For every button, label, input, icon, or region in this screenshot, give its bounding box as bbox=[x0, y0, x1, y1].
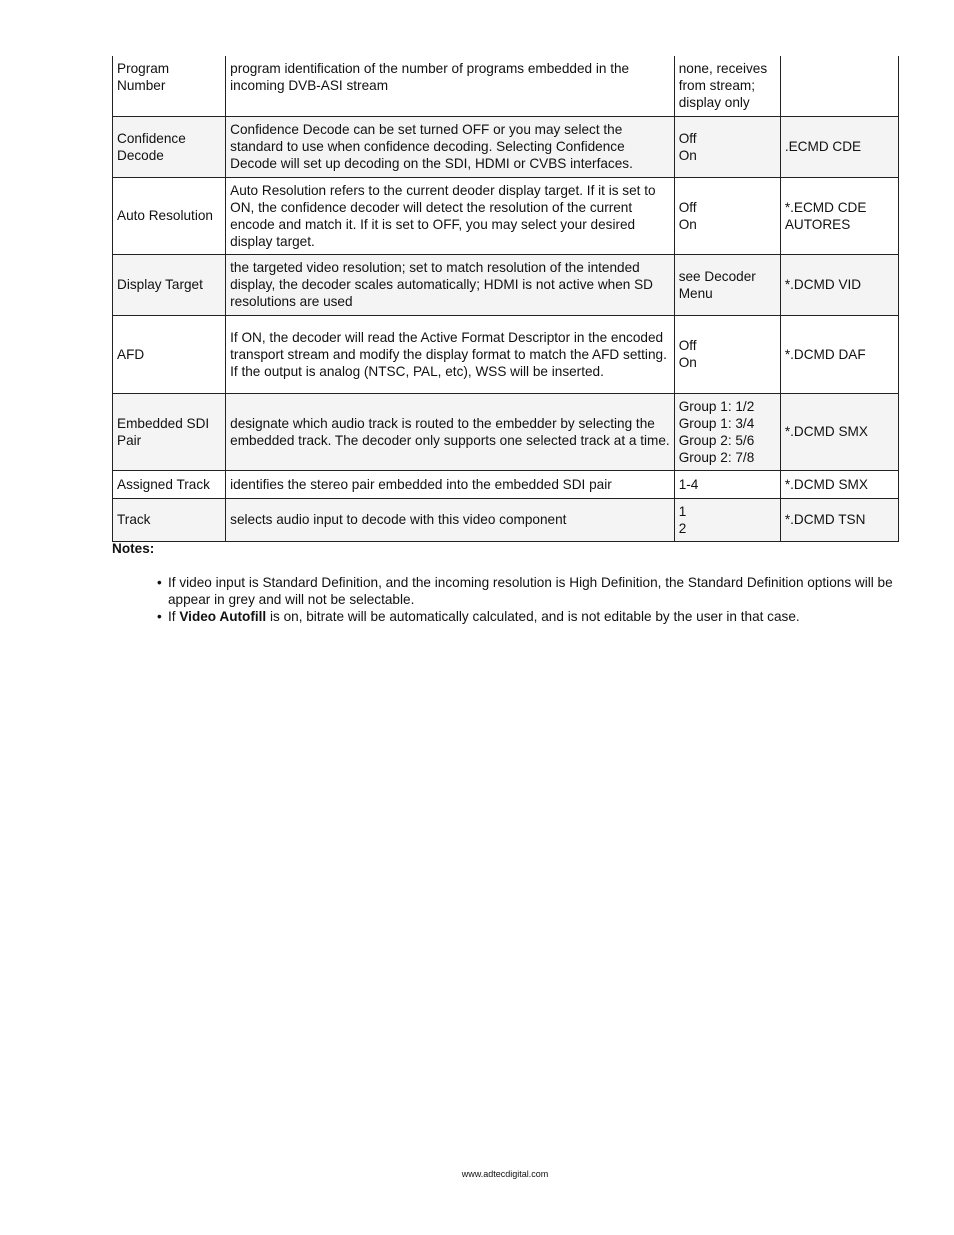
row-description: identifies the stereo pair embedded into the embedded SDI pair bbox=[226, 470, 675, 498]
row-range: see Decoder Menu bbox=[674, 254, 780, 315]
table-row bbox=[113, 177, 899, 254]
note-text: If video input is Standard Definition, and the incoming resolution is High Definition, the Standard Definition options will be appear in grey and will not be selectable. bbox=[168, 575, 893, 607]
notes-list bbox=[112, 574, 902, 625]
row-command: *.DCMD VID bbox=[780, 254, 898, 315]
row-description: Confidence Decode can be set turned OFF or you may select the standard to use when confidence decoding. Selecting Confidence Decode will set up decoding on the SDI, HDMI or CVBS interfaces. bbox=[226, 116, 675, 177]
table-row bbox=[113, 116, 899, 177]
table-row bbox=[113, 393, 899, 470]
row-description: Auto Resolution refers to the current deoder display target. If it is set to ON, the confidence decoder will detect the resolution of the current encode and match it. If it is set to OFF, you may select your desired display target. bbox=[226, 177, 675, 254]
notes-section bbox=[112, 540, 902, 625]
notes-title: Notes: bbox=[112, 541, 155, 556]
row-name: Embedded SDI Pair bbox=[113, 393, 226, 470]
list-item bbox=[157, 608, 902, 625]
row-command: *.DCMD SMX bbox=[780, 470, 898, 498]
row-description: selects audio input to decode with this video component bbox=[226, 498, 675, 541]
note-text-suffix: is on, bitrate will be automatically calculated, and is not editable by the user in that case. bbox=[266, 609, 800, 624]
row-name: Confidence Decode bbox=[113, 116, 226, 177]
row-range: Group 1: 1/2 Group 1: 3/4 Group 2: 5/6 Group 2: 7/8 bbox=[674, 393, 780, 470]
bullet-icon: • bbox=[157, 609, 162, 624]
row-name: AFD bbox=[113, 315, 226, 393]
row-range: 1-4 bbox=[674, 470, 780, 498]
row-range: 1 2 bbox=[674, 498, 780, 541]
row-command bbox=[780, 56, 898, 116]
row-name: Assigned Track bbox=[113, 470, 226, 498]
table-row bbox=[113, 315, 899, 393]
note-text-prefix: If bbox=[168, 609, 180, 624]
row-command: .ECMD CDE bbox=[780, 116, 898, 177]
table-row bbox=[113, 56, 899, 116]
row-description: designate which audio track is routed to the embedder by selecting the embedded track. The decoder only supports one selected track at a time. bbox=[226, 393, 675, 470]
row-range: Off On bbox=[674, 177, 780, 254]
row-range: Off On bbox=[674, 116, 780, 177]
settings-table bbox=[112, 56, 899, 542]
row-name: Auto Resolution bbox=[113, 177, 226, 254]
footer-url: www.adtecdigital.com bbox=[461, 1169, 549, 1179]
table-row bbox=[113, 254, 899, 315]
table-row bbox=[113, 498, 899, 541]
list-item bbox=[157, 574, 902, 608]
row-command: *.DCMD TSN bbox=[780, 498, 898, 541]
bullet-icon: • bbox=[157, 575, 162, 590]
row-command: *.DCMD SMX bbox=[780, 393, 898, 470]
row-range: Off On bbox=[674, 315, 780, 393]
row-name: Track bbox=[113, 498, 226, 541]
row-name: Display Target bbox=[113, 254, 226, 315]
row-name: Program Number bbox=[113, 56, 226, 116]
row-command: *.ECMD CDE AUTORES bbox=[780, 177, 898, 254]
row-description: If ON, the decoder will read the Active Format Descriptor in the encoded transport stream and modify the display format to match the AFD setting. If the output is analog (NTSC, PAL, etc), WSS will be inserted. bbox=[226, 315, 675, 393]
row-range: none, receives from stream; display only bbox=[674, 56, 780, 116]
row-description: program identification of the number of programs embedded in the incoming DVB-ASI stream bbox=[226, 56, 675, 116]
table-row bbox=[113, 470, 899, 498]
note-text-bold: Video Autofill bbox=[179, 609, 267, 624]
row-description: the targeted video resolution; set to match resolution of the intended display, the decoder scales automatically; HDMI is not active when SD resolutions are used bbox=[226, 254, 675, 315]
row-command: *.DCMD DAF bbox=[780, 315, 898, 393]
